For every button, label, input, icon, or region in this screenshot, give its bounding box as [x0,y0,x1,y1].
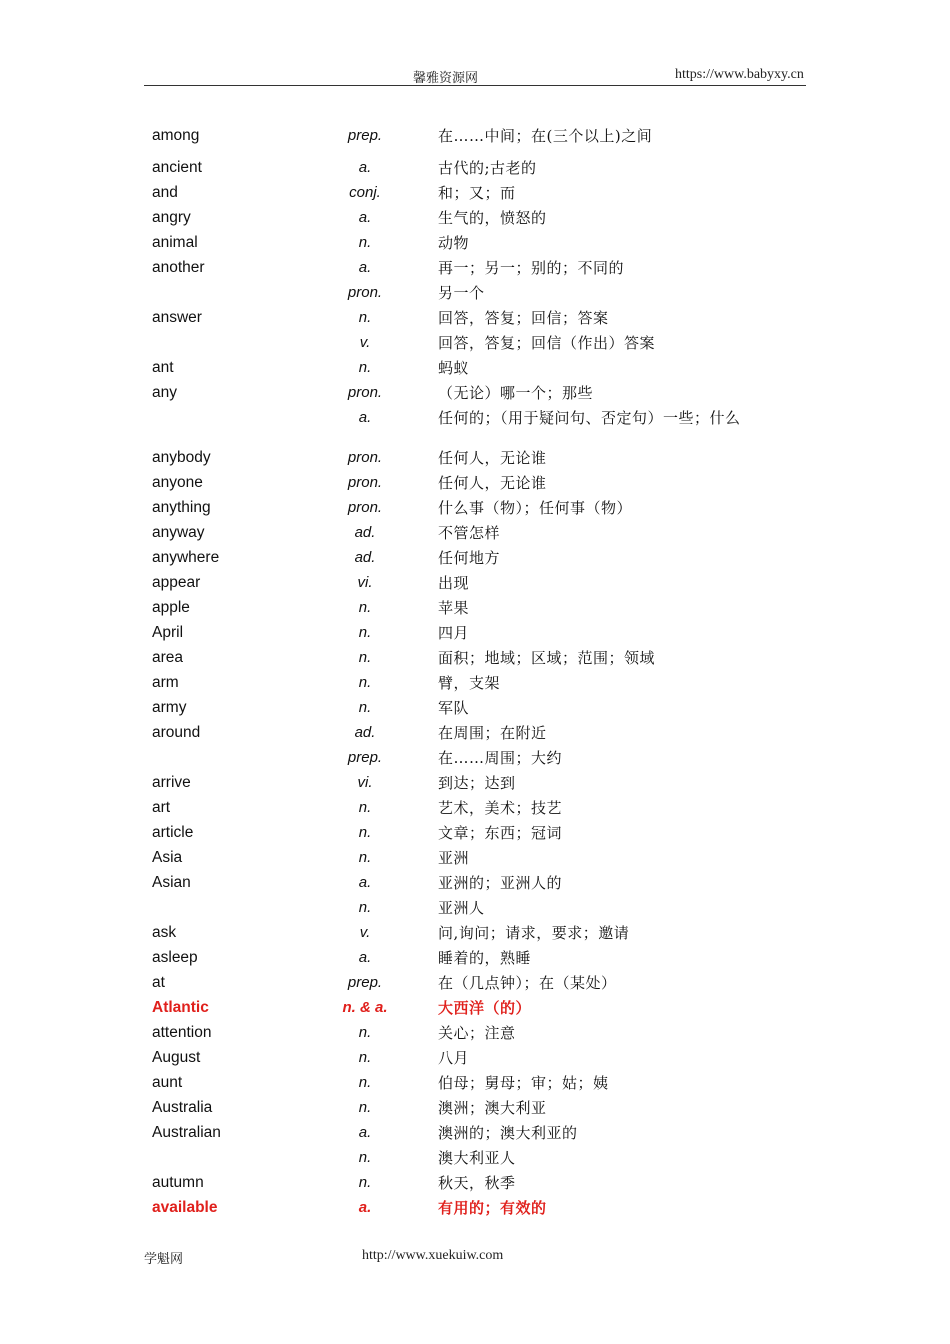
vocab-row [0,157,950,181]
vocab-definition: 在……周围；大约 [438,749,563,767]
vocab-row [0,572,950,596]
vocab-part-of-speech: n. [358,309,372,326]
vocab-definition: 大西洋（的） [438,999,532,1017]
vocab-row [0,472,950,496]
vocab-part-of-speech: n. [358,1174,372,1191]
vocab-row [0,597,950,621]
vocab-word: around [152,724,201,741]
vocab-word: article [152,824,194,841]
vocab-row [0,447,950,471]
vocab-row [0,972,950,996]
vocab-definition: 澳大利亚人 [438,1149,516,1167]
footer-site-name: 学魁网 [144,1252,184,1267]
vocab-word: animal [152,234,198,251]
vocab-part-of-speech: prep. [347,974,383,991]
vocab-row [0,922,950,946]
vocab-row [0,1147,950,1171]
vocab-word: answer [152,309,202,326]
vocab-part-of-speech: n. [358,674,372,691]
vocab-row [0,257,950,281]
vocab-definition: 不管怎样 [438,524,501,542]
vocab-part-of-speech: a. [358,209,372,226]
header-url[interactable]: https://www.babyxy.cn [675,67,804,82]
vocab-row [0,772,950,796]
vocab-definition: 问,询问；请求，要求；邀请 [438,924,630,942]
vocab-part-of-speech: a. [358,874,372,891]
vocab-word: April [152,624,184,641]
vocab-word: Asian [152,874,191,891]
vocab-definition: 在（几点钟）；在（某处） [438,974,617,992]
vocab-word: August [152,1049,201,1066]
vocab-definition: 任何的；（用于疑问句、否定句）一些；什么 [438,409,741,427]
vocab-definition: 八月 [438,1049,470,1067]
vocab-word: area [152,649,184,666]
vocab-word: and [152,184,178,201]
vocab-word: Australia [152,1099,213,1116]
vocab-definition: 另一个 [438,284,485,302]
vocab-part-of-speech: v. [359,334,371,351]
vocab-row [0,1122,950,1146]
vocab-part-of-speech: n. [358,599,372,616]
vocab-part-of-speech: pron. [347,449,383,466]
vocab-word: Atlantic [152,999,209,1016]
vocab-definition: 在周围；在附近 [438,724,547,742]
vocab-definition: 苹果 [438,599,470,617]
vocab-row [0,1072,950,1096]
vocab-definition: 在……中间；在(三个以上)之间 [438,127,653,145]
vocab-definition: 回答，答复；回信（作出）答案 [438,334,656,352]
header-site-name: 馨雅资源网 [413,71,479,86]
vocab-part-of-speech: ad. [354,549,376,566]
vocab-word: attention [152,1024,212,1041]
vocab-word: asleep [152,949,198,966]
vocab-word: autumn [152,1174,204,1191]
vocab-row [0,282,950,306]
vocab-part-of-speech: a. [358,1199,372,1216]
vocab-definition: 动物 [438,234,470,252]
vocab-definition: 澳洲；澳大利亚 [438,1099,547,1117]
vocab-part-of-speech: n. [358,1049,372,1066]
vocab-row [0,747,950,771]
vocab-part-of-speech: n. [358,899,372,916]
vocab-definition: 任何地方 [438,549,501,567]
vocab-word: ant [152,359,174,376]
vocab-definition: 亚洲的；亚洲人的 [438,874,563,892]
vocab-word: arrive [152,774,191,791]
vocab-definition: 生气的，愤怒的 [438,209,547,227]
vocab-part-of-speech: pron. [347,284,383,301]
vocab-word: appear [152,574,201,591]
vocab-definition: 到达；达到 [438,774,516,792]
vocab-row [0,407,950,431]
vocab-part-of-speech: n. [358,1099,372,1116]
vocab-definition: 臂，支架 [438,674,501,692]
vocab-word: ask [152,924,177,941]
vocab-definition: 文章；东西；冠词 [438,824,563,842]
vocab-part-of-speech: n. [358,799,372,816]
vocab-row [0,332,950,356]
vocab-word: anywhere [152,549,220,566]
vocab-row [0,897,950,921]
vocab-definition: 军队 [438,699,470,717]
vocab-row [0,357,950,381]
vocab-part-of-speech: n. [358,234,372,251]
vocab-row [0,872,950,896]
vocab-part-of-speech: n. [358,624,372,641]
vocab-row [0,1172,950,1196]
vocab-part-of-speech: a. [358,409,372,426]
footer-url[interactable]: http://www.xuekuiw.com [362,1248,504,1263]
vocab-part-of-speech: n. [358,849,372,866]
vocab-part-of-speech: n. [358,1024,372,1041]
vocab-row [0,1047,950,1071]
vocab-definition: 有用的；有效的 [438,1199,547,1217]
vocab-part-of-speech: a. [358,1124,372,1141]
vocab-definition: （无论）哪一个；那些 [438,384,594,402]
vocab-word: another [152,259,205,276]
vocab-row [0,1022,950,1046]
vocab-row [0,547,950,571]
vocab-row [0,1197,950,1221]
vocab-part-of-speech: pron. [347,384,383,401]
vocab-row [0,997,950,1021]
vocab-word: art [152,799,171,816]
vocab-part-of-speech: n. [358,824,372,841]
vocab-word: at [152,974,165,991]
vocab-part-of-speech: prep. [347,749,383,766]
vocab-word: Australian [152,1124,221,1141]
vocab-definition: 艺术，美术；技艺 [438,799,563,817]
vocab-definition: 澳洲的；澳大利亚的 [438,1124,578,1142]
vocab-part-of-speech: prep. [347,127,383,144]
vocab-definition: 任何人，无论谁 [438,449,547,467]
vocab-definition: 四月 [438,624,470,642]
vocab-row [0,647,950,671]
vocab-definition: 再一；另一；别的；不同的 [438,259,625,277]
vocab-word: arm [152,674,179,691]
vocab-word: anyone [152,474,203,491]
vocab-word: army [152,699,187,716]
vocab-definition: 出现 [438,574,470,592]
vocab-part-of-speech: pron. [347,499,383,516]
vocab-word: apple [152,599,190,616]
vocab-row [0,1097,950,1121]
vocab-row [0,382,950,406]
vocab-row [0,822,950,846]
vocab-row [0,672,950,696]
vocab-definition: 任何人，无论谁 [438,474,547,492]
vocab-row [0,125,950,149]
vocab-row [0,497,950,521]
vocab-part-of-speech: vi. [357,574,373,591]
vocab-definition: 蚂蚁 [438,359,470,377]
vocab-part-of-speech: n. [358,699,372,716]
vocab-definition: 什么事（物）；任何事（物） [438,499,633,517]
vocab-row [0,722,950,746]
vocab-definition: 秋天，秋季 [438,1174,516,1192]
vocab-word: angry [152,209,191,226]
vocab-part-of-speech: a. [358,949,372,966]
vocab-word: any [152,384,177,401]
vocab-row [0,207,950,231]
vocab-part-of-speech: n. [358,1149,372,1166]
vocab-word: anything [152,499,211,516]
vocab-definition: 古代的;古老的 [438,159,537,177]
vocab-word: Asia [152,849,183,866]
vocab-row [0,622,950,646]
vocab-part-of-speech: vi. [357,774,373,791]
vocab-definition: 回答，答复；回信；答案 [438,309,609,327]
vocab-part-of-speech: n. & a. [342,999,388,1016]
vocab-definition: 和；又；而 [438,184,516,202]
vocab-row [0,947,950,971]
vocab-part-of-speech: n. [358,1074,372,1091]
vocab-part-of-speech: a. [358,259,372,276]
vocab-word: anyway [152,524,205,541]
vocab-definition: 面积；地域；区域；范围；领域 [438,649,656,667]
vocab-word: anybody [152,449,211,466]
vocab-row [0,847,950,871]
vocab-definition: 睡着的，熟睡 [438,949,532,967]
vocab-word: among [152,127,200,144]
vocab-row [0,182,950,206]
vocab-word: ancient [152,159,202,176]
vocab-definition: 亚洲人 [438,899,485,917]
vocab-row [0,307,950,331]
vocab-part-of-speech: a. [358,159,372,176]
vocab-part-of-speech: n. [358,649,372,666]
vocab-word: available [152,1199,218,1216]
vocab-part-of-speech: pron. [347,474,383,491]
vocab-part-of-speech: conj. [349,184,381,201]
vocab-part-of-speech: v. [359,924,371,941]
vocab-definition: 关心；注意 [438,1024,516,1042]
vocab-word: aunt [152,1074,183,1091]
vocab-part-of-speech: n. [358,359,372,376]
vocab-part-of-speech: ad. [354,524,376,541]
vocab-row [0,522,950,546]
vocab-part-of-speech: ad. [354,724,376,741]
vocab-definition: 伯母；舅母；审；姑；姨 [438,1074,609,1092]
vocab-row [0,797,950,821]
vocab-row [0,232,950,256]
vocab-definition: 亚洲 [438,849,470,867]
vocab-row [0,697,950,721]
